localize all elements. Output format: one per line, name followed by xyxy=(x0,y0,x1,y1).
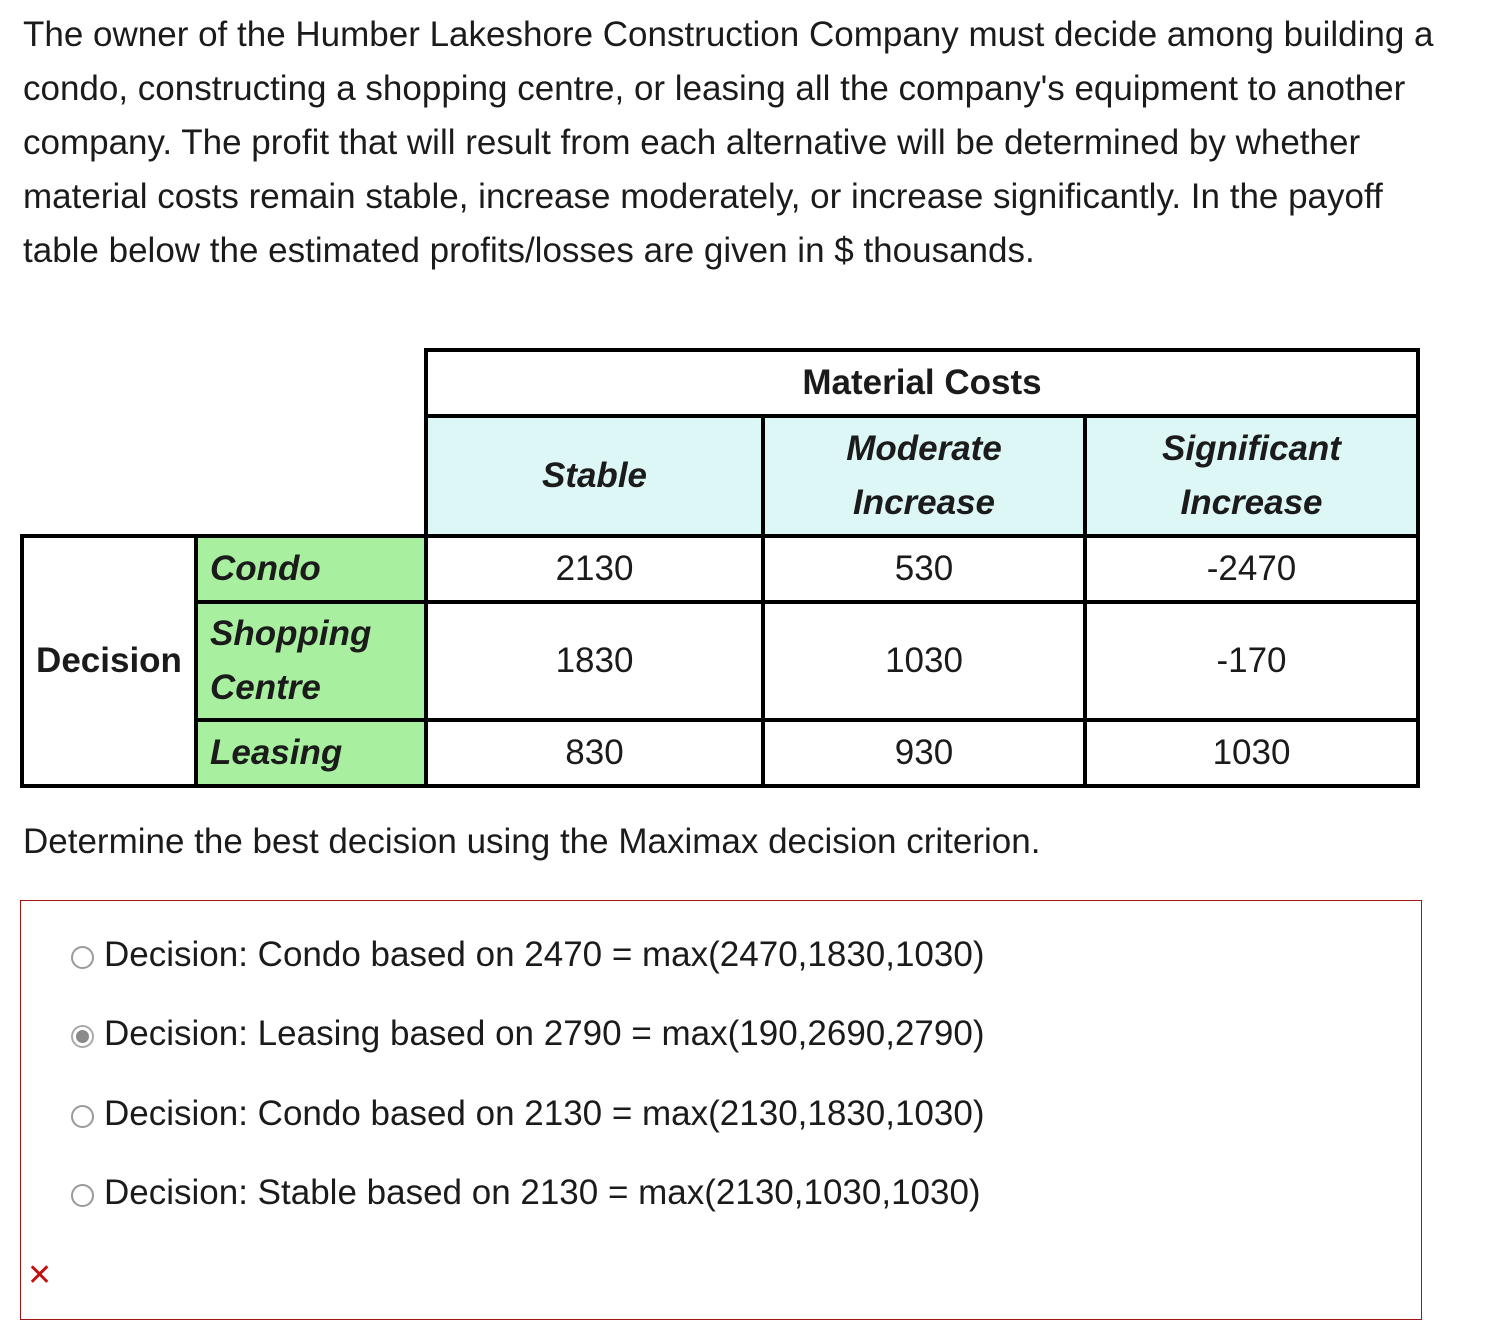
answer-option-3[interactable] xyxy=(71,1094,985,1134)
table-cell: 1030 xyxy=(763,602,1085,720)
radio-button-selected[interactable] xyxy=(71,1025,94,1048)
problem-statement: The owner of the Humber Lakeshore Construction Company must decide among building a condo, constructing a shopping centre, or leasing all the company's equipment to another company. The profit that will result from each alternative will be determined by whether material costs remain stable, increase moderately, or increase significantly. In the payoff table below the estimated profits/losses are given in $ thousands. xyxy=(23,15,1434,270)
row-header-shopping-centre xyxy=(196,602,426,720)
column-header-line: Stable xyxy=(541,456,648,495)
column-header-line: Significant xyxy=(1162,429,1341,468)
answer-option-label: Decision: Stable based on 2130 = max(2130,1030,1030) xyxy=(104,1173,981,1212)
column-header-line: Increase xyxy=(1180,483,1323,522)
table-corner-blank xyxy=(22,350,426,416)
table-cell: 530 xyxy=(763,536,1085,602)
row-header-leasing xyxy=(196,720,426,786)
answer-option-4[interactable] xyxy=(71,1173,981,1213)
row-header-line: Shopping xyxy=(210,614,372,653)
answer-options-box xyxy=(20,900,1422,1320)
table-cell: 1030 xyxy=(1085,720,1418,786)
table-cell: 1830 xyxy=(426,602,763,720)
answer-option-1[interactable] xyxy=(71,935,985,975)
column-header-significant-increase xyxy=(1085,416,1418,536)
row-header-line: Centre xyxy=(210,668,321,707)
question-text: Determine the best decision using the Maximax decision criterion. xyxy=(23,822,1041,861)
radio-button[interactable] xyxy=(71,1105,94,1128)
table-row xyxy=(22,720,1418,786)
table-cell: -170 xyxy=(1085,602,1418,720)
answer-option-2[interactable] xyxy=(71,1014,985,1054)
table-cell: 830 xyxy=(426,720,763,786)
table-cell: 930 xyxy=(763,720,1085,786)
column-header-moderate-increase xyxy=(763,416,1085,536)
radio-button[interactable] xyxy=(71,946,94,969)
row-header-condo xyxy=(196,536,426,602)
answer-option-label: Decision: Condo based on 2470 = max(2470,1830,1030) xyxy=(104,935,985,974)
table-cell: 2130 xyxy=(426,536,763,602)
incorrect-icon: ✕ xyxy=(27,1259,53,1292)
payoff-table xyxy=(20,348,1420,788)
table-row xyxy=(22,536,1418,602)
table-corner-blank xyxy=(22,416,426,536)
column-header-line: Increase xyxy=(852,483,996,522)
table-row xyxy=(22,602,1418,720)
column-header-stable xyxy=(426,416,763,536)
radio-button[interactable] xyxy=(71,1184,94,1207)
row-header-line: Condo xyxy=(210,549,321,588)
answer-option-label: Decision: Leasing based on 2790 = max(190,2690,2790) xyxy=(104,1014,985,1053)
decision-row-group-label: Decision xyxy=(22,536,196,786)
row-header-line: Leasing xyxy=(210,733,343,772)
answer-option-label: Decision: Condo based on 2130 = max(2130,1830,1030) xyxy=(104,1094,985,1133)
material-costs-header: Material Costs xyxy=(426,350,1418,416)
table-cell: -2470 xyxy=(1085,536,1418,602)
column-header-line: Moderate xyxy=(846,429,1002,468)
